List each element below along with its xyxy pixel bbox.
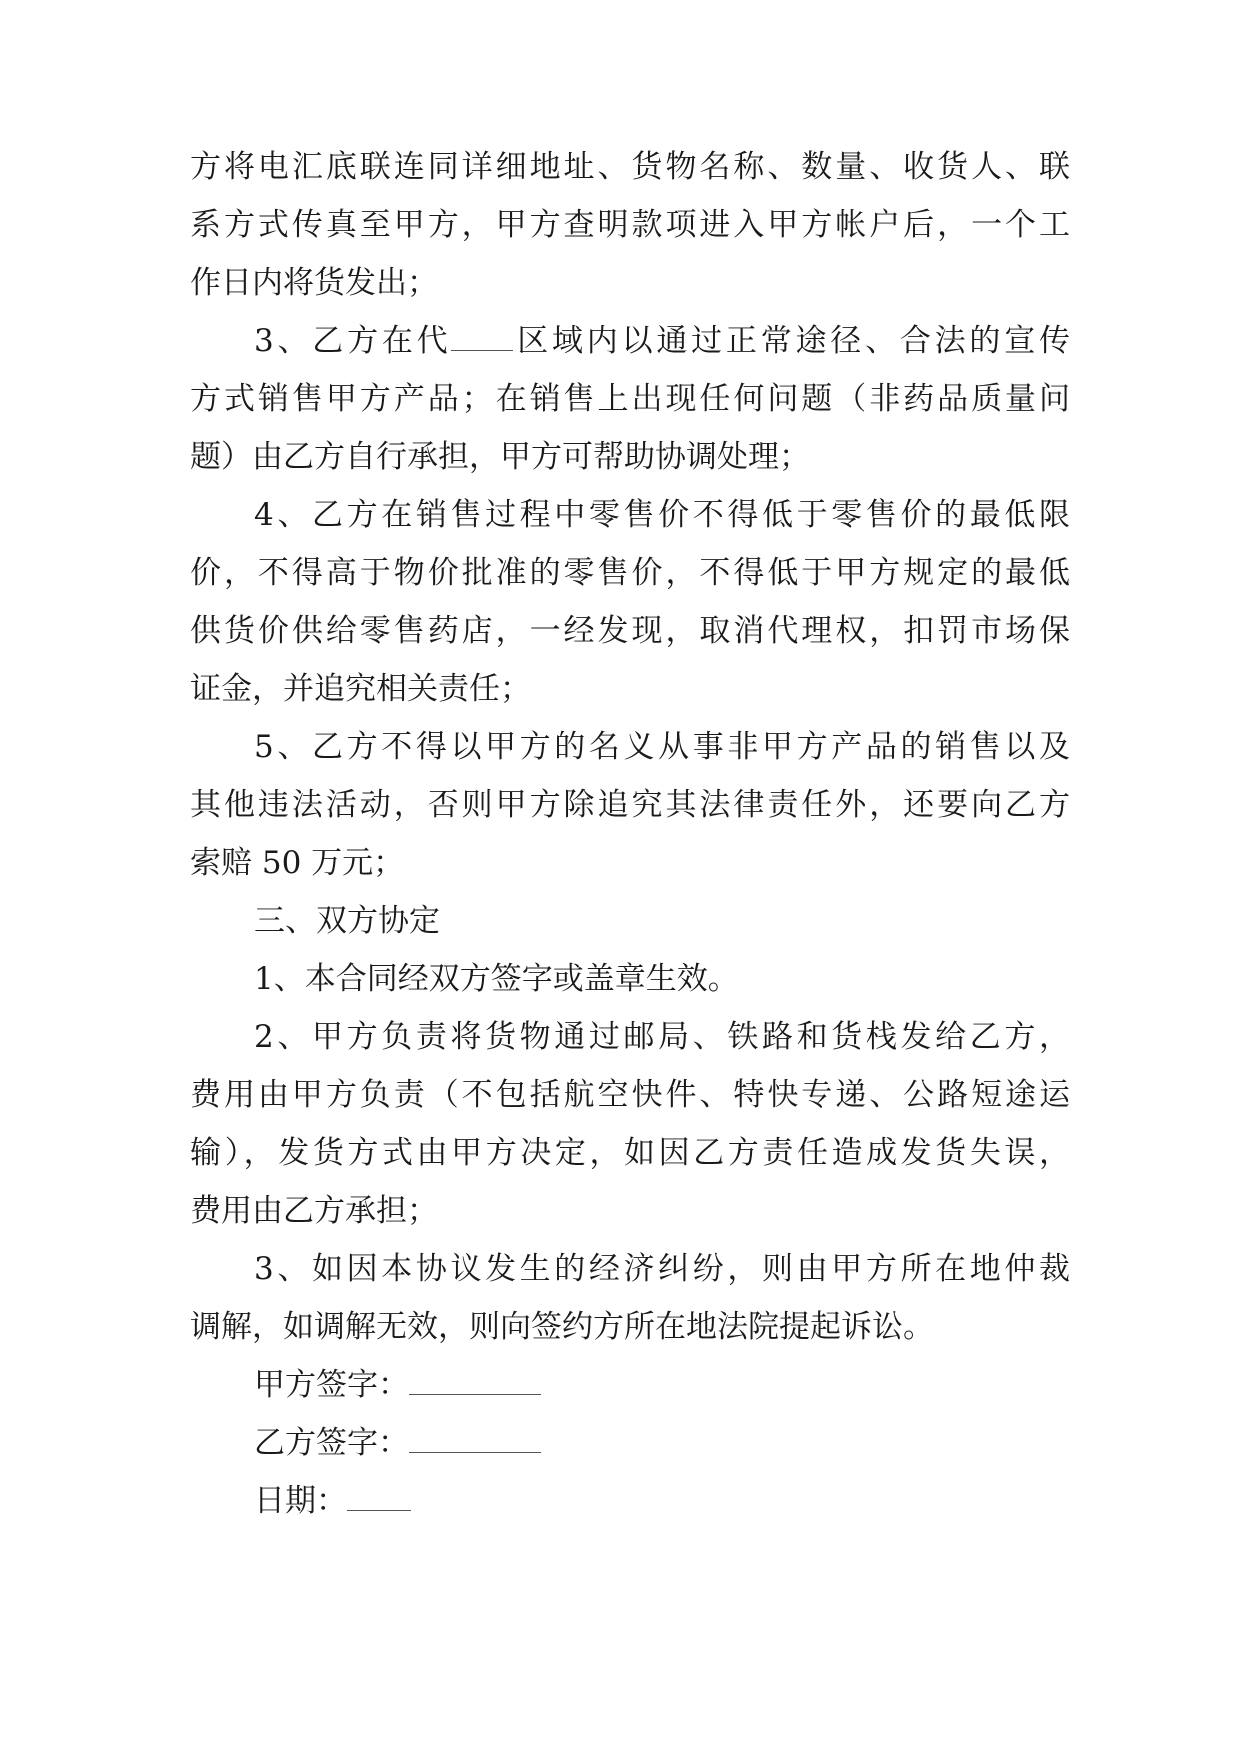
- date-field: [254, 1472, 1070, 1530]
- clause-2-3-line-1: [254, 312, 1070, 370]
- party-b-signature: [254, 1414, 1070, 1472]
- clause-2-3-prefix: 3、乙方在代: [254, 323, 452, 359]
- clause-2-4-line-1: 4、乙方在销售过程中零售价不得低于零售价的最低限: [254, 497, 1070, 533]
- date-blank: [347, 1476, 411, 1511]
- region-blank: [451, 316, 513, 351]
- party-a-signature-label: 甲方签字：: [254, 1367, 409, 1403]
- clause-2-5-line-2: 其他违法活动，否则甲方除追究其法律责任外，还要向乙方: [190, 787, 1070, 823]
- party-a-signature: [254, 1356, 1070, 1414]
- clause-2-3-suffix: 区域内以通过正常途径、合法的宣传: [513, 323, 1070, 359]
- clause-3-2-line-4: 费用由乙方承担；: [190, 1193, 438, 1229]
- clause-2-4-line-3: 供货价供给零售药店，一经发现，取消代理权，扣罚市场保: [190, 613, 1070, 649]
- body-line-2: 系方式传真至甲方，甲方查明款项进入甲方帐户后，一个工: [190, 207, 1070, 243]
- clause-3-2-line-2: 费用由甲方负责（不包括航空快件、特快专递、公路短途运: [190, 1077, 1070, 1113]
- party-a-signature-blank: [409, 1360, 541, 1395]
- clause-2-4-line-4: 证金，并追究相关责任；: [190, 671, 531, 707]
- body-line-3: 作日内将货发出；: [190, 265, 438, 301]
- clause-3-3-line-2: 调解，如调解无效，则向签约方所在地法院提起诉讼。: [190, 1309, 934, 1345]
- party-b-signature-blank: [409, 1418, 541, 1453]
- party-b-signature-label: 乙方签字：: [254, 1425, 409, 1461]
- clause-2-3-line-3: 题）由乙方自行承担，甲方可帮助协调处理；: [190, 439, 810, 475]
- clause-2-5-line-3: 索赔 50 万元；: [190, 845, 405, 881]
- section-heading-3: 三、双方协定: [254, 903, 440, 939]
- clause-3-3-line-1: 3、如因本协议发生的经济纠纷，则由甲方所在地仲裁: [254, 1251, 1070, 1287]
- clause-3-1: 1、本合同经双方签字或盖章生效。: [254, 961, 739, 997]
- clause-3-2-line-3: 输），发货方式由甲方决定，如因乙方责任造成发货失误，: [190, 1135, 1070, 1171]
- clause-3-2-line-1: 2、甲方负责将货物通过邮局、铁路和货栈发给乙方，: [254, 1019, 1070, 1055]
- clause-2-5-line-1: 5、乙方不得以甲方的名义从事非甲方产品的销售以及: [254, 729, 1070, 765]
- clause-2-4-line-2: 价，不得高于物价批准的零售价，不得低于甲方规定的最低: [190, 555, 1070, 591]
- clause-2-3-line-2: 方式销售甲方产品；在销售上出现任何问题（非药品质量问: [190, 381, 1070, 417]
- body-line-1: 方将电汇底联连同详细地址、货物名称、数量、收货人、联: [190, 149, 1070, 185]
- date-label: 日期：: [254, 1483, 347, 1519]
